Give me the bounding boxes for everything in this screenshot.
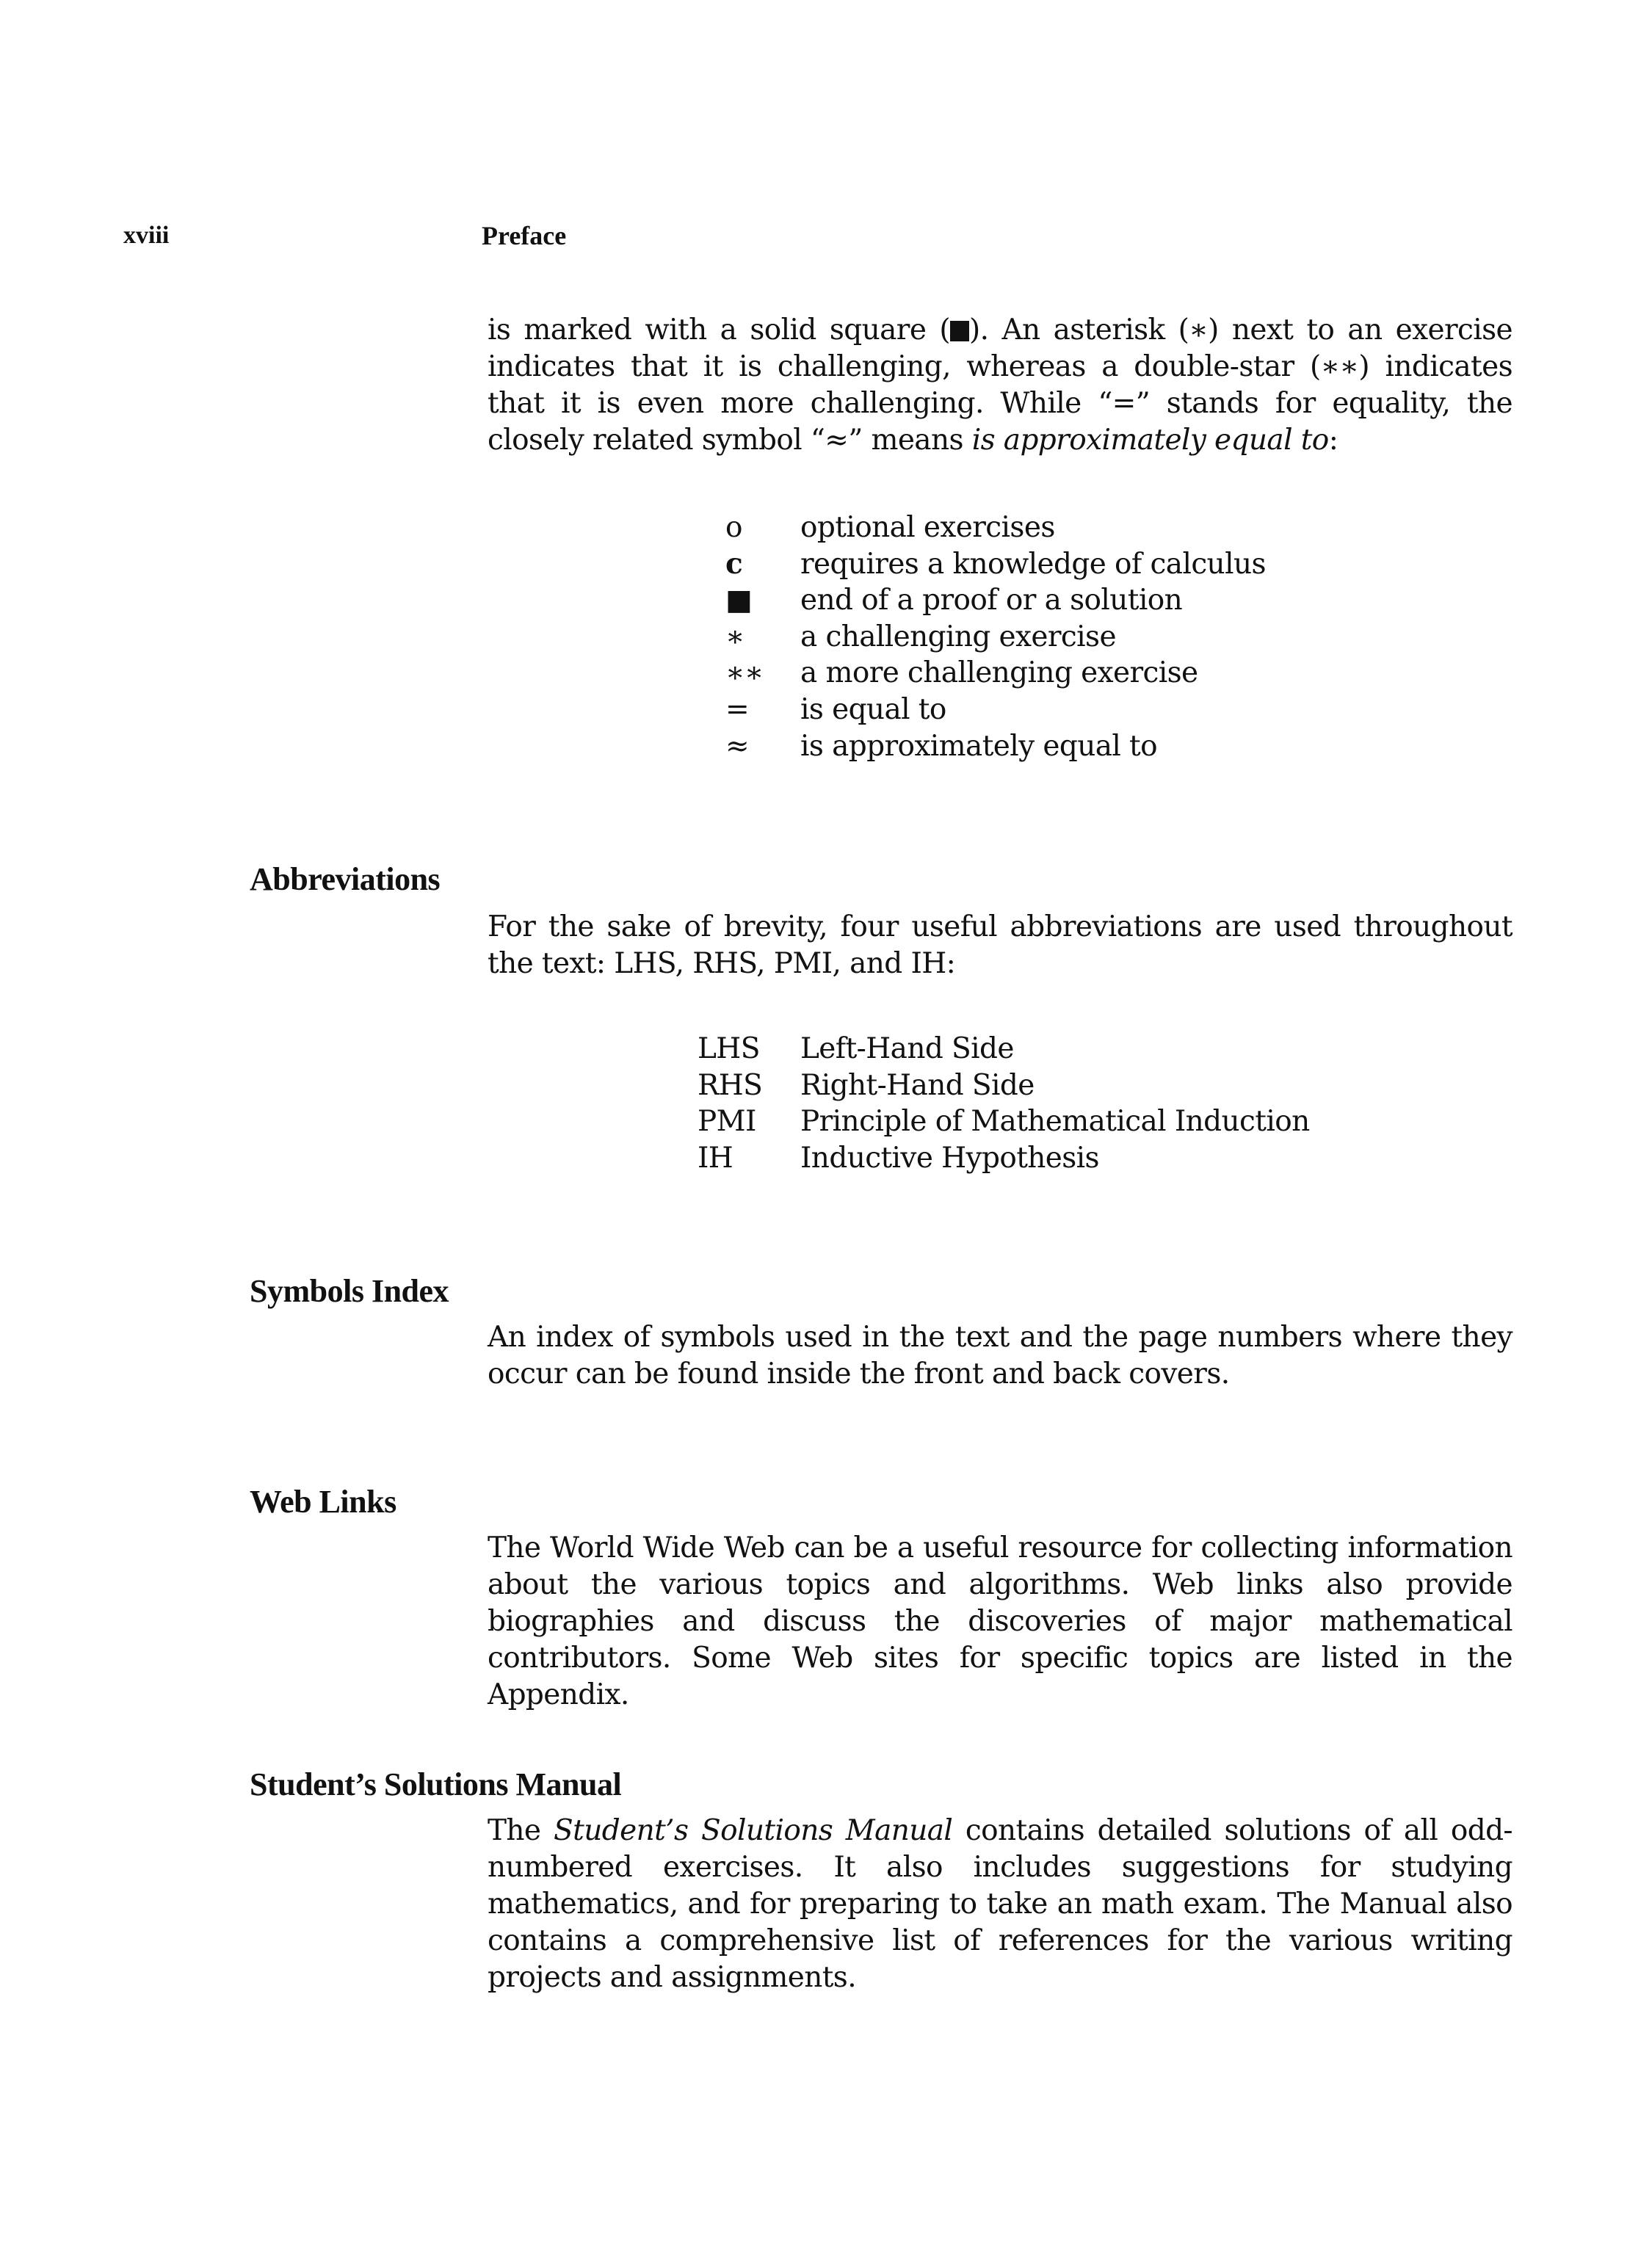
legend-symbol: c	[725, 546, 743, 581]
abbreviations-heading: Abbreviations	[250, 861, 441, 897]
abbreviation-term: RHS	[698, 1068, 763, 1102]
abbreviation-term: PMI	[698, 1105, 756, 1139]
abbreviation-meaning: Right-Hand Side	[800, 1068, 1035, 1102]
abbreviation-meaning: Principle of Mathematical Induction	[800, 1105, 1310, 1139]
solid-square-icon	[950, 321, 969, 341]
abbreviation-meaning: Inductive Hypothesis	[800, 1141, 1099, 1175]
legend-meaning: is equal to	[800, 692, 946, 726]
abbreviation-row	[698, 1140, 1310, 1177]
abbreviation-row	[698, 1103, 1310, 1140]
legend-symbol: ∗∗	[725, 656, 764, 690]
abbreviation-term: LHS	[698, 1032, 760, 1065]
legend-symbol: ≈	[725, 729, 750, 763]
web-links-heading: Web Links	[250, 1484, 396, 1520]
legend-row	[720, 655, 1266, 692]
abbreviation-row	[698, 1067, 1310, 1104]
legend-meaning: optional exercises	[800, 511, 1055, 544]
abbreviation-list	[698, 1031, 1310, 1176]
legend-row	[720, 546, 1266, 583]
legend-row	[720, 510, 1266, 546]
legend-meaning: a more challenging exercise	[800, 656, 1198, 690]
abbreviation-term: IH	[698, 1141, 733, 1175]
abbreviation-meaning: Left-Hand Side	[800, 1032, 1014, 1065]
legend-row	[720, 692, 1266, 728]
legend-meaning: end of a proof or a solution	[800, 584, 1183, 617]
symbol-legend	[720, 510, 1266, 764]
legend-symbol: =	[725, 692, 750, 726]
legend-row	[720, 582, 1266, 619]
legend-meaning: requires a knowledge of calculus	[800, 547, 1266, 581]
symbols-index-heading: Symbols Index	[250, 1273, 449, 1309]
solutions-manual-heading: Student’s Solutions Manual	[250, 1766, 622, 1802]
legend-symbol: ∗	[725, 620, 745, 653]
abbreviations-paragraph: For the sake of brevity, four useful abbreviations are used throughout the text: LHS, RHS, PMI, and IH:	[488, 910, 1512, 980]
web-links-paragraph: The World Wide Web can be a useful resource for collecting information about the various topics and algorithms. Web links also provide biographies and discuss the discoveries of major mathematical contributors. Some Web sites for specific topics are listed in the Appendix.	[488, 1531, 1512, 1711]
legend-row	[720, 728, 1266, 765]
legend-symbol: ■	[725, 584, 753, 617]
legend-meaning: is approximately equal to	[800, 729, 1157, 763]
symbols-index-paragraph: An index of symbols used in the text and the page numbers where they occur can be found inside the front and back covers.	[488, 1321, 1512, 1391]
legend-row	[720, 619, 1266, 656]
solutions-manual-paragraph: The Student’s Solutions Manual contains detailed solutions of all odd-numbered exercises. It also includes suggestions for studying mathematics, and for preparing to take an math exam. The Manual also contains a comprehensive list of references for the various writing projects and assignments.	[488, 1814, 1513, 1994]
running-title: Preface	[482, 221, 567, 250]
legend-symbol: o	[725, 511, 742, 544]
legend-meaning: a challenging exercise	[800, 620, 1116, 653]
page-number: xviii	[123, 222, 170, 249]
intro-paragraph: is marked with a solid square ( ). An asterisk (∗) next to an exercise indicates that it is challenging, whereas a double-star (∗∗) indicates that it is even more challenging. While “=” stands for equality, the closely related symbol “≈” means is approximately equal to:	[488, 313, 1512, 457]
abbreviation-row	[698, 1031, 1310, 1067]
